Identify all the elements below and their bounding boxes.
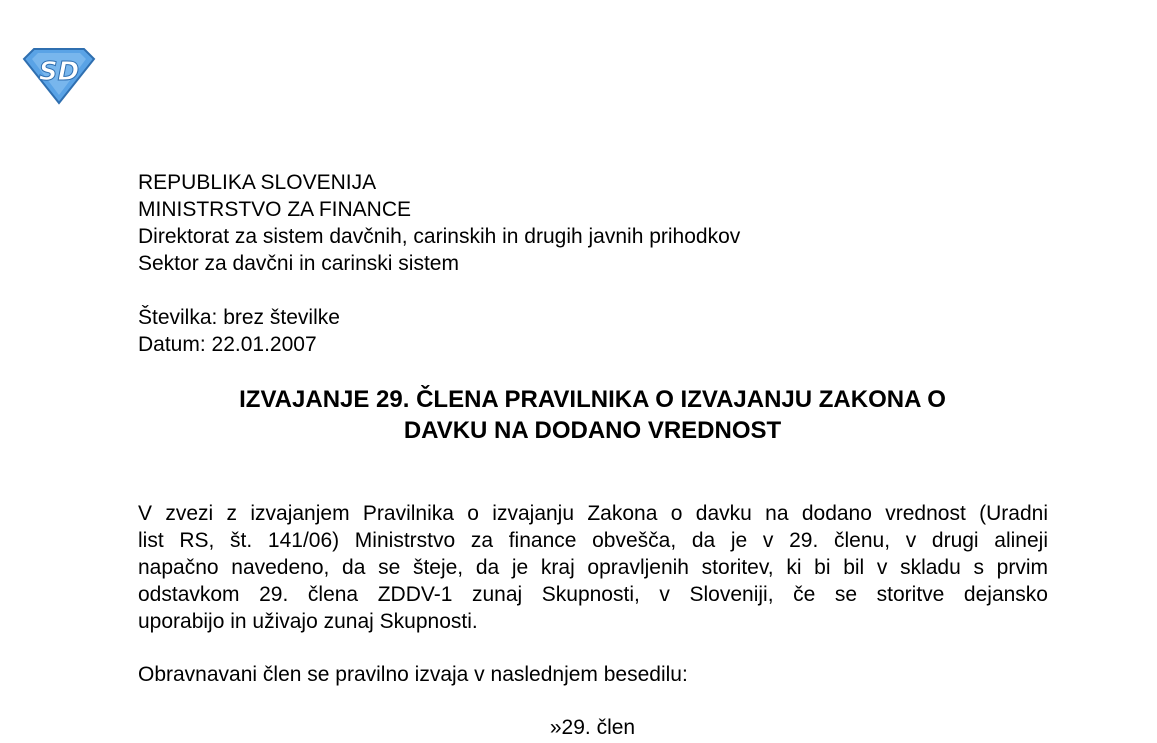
paragraph-line: V zvezi z izvajanjem Pravilnika o izvajanju Zakona o davku na dodano vrednost (Uradni: [138, 502, 1048, 525]
svg-text:SD: SD: [38, 57, 80, 87]
header-sector: Sektor za davčni in carinski sistem: [138, 252, 459, 275]
header-republic: REPUBLIKA SLOVENIJA: [138, 171, 377, 194]
document-title-line-2: DAVKU NA DODANO VREDNOST: [403, 417, 782, 444]
document-title-line-1: IZVAJANJE 29. ČLENA PRAVILNIKA O IZVAJANJU ZAKONA O: [239, 386, 946, 413]
document-number: Številka: brez številke: [138, 306, 340, 329]
shield-logo-icon: [22, 45, 96, 105]
paragraph-line: napačno navedeno, da se šteje, da je kraj opravljenih storitev, ki bi bil v skladu s prvim: [138, 556, 1048, 579]
body-paragraph-1: [138, 500, 1048, 635]
paragraph-line: uporabijo in uživajo zunaj Skupnosti.: [138, 610, 478, 633]
header-directorate: Direktorat za sistem davčnih, carinskih in drugih javnih prihodkov: [138, 225, 741, 248]
document-date: Datum: 22.01.2007: [138, 333, 317, 356]
body-paragraph-2: Obravnavani člen se pravilno izvaja v naslednjem besedilu:: [138, 663, 688, 686]
paragraph-line: list RS, št. 141/06) Ministrstvo za finance obvešča, da je v 29. členu, v drugi alineji: [138, 529, 1048, 552]
sd-logo: [22, 45, 96, 105]
paragraph-line: odstavkom 29. člena ZDDV-1 zunaj Skupnosti, v Sloveniji, če se storitve dejansko: [138, 583, 1048, 606]
header-ministry: MINISTRSTVO ZA FINANCE: [138, 198, 412, 221]
article-heading: »29. člen: [549, 716, 636, 739]
